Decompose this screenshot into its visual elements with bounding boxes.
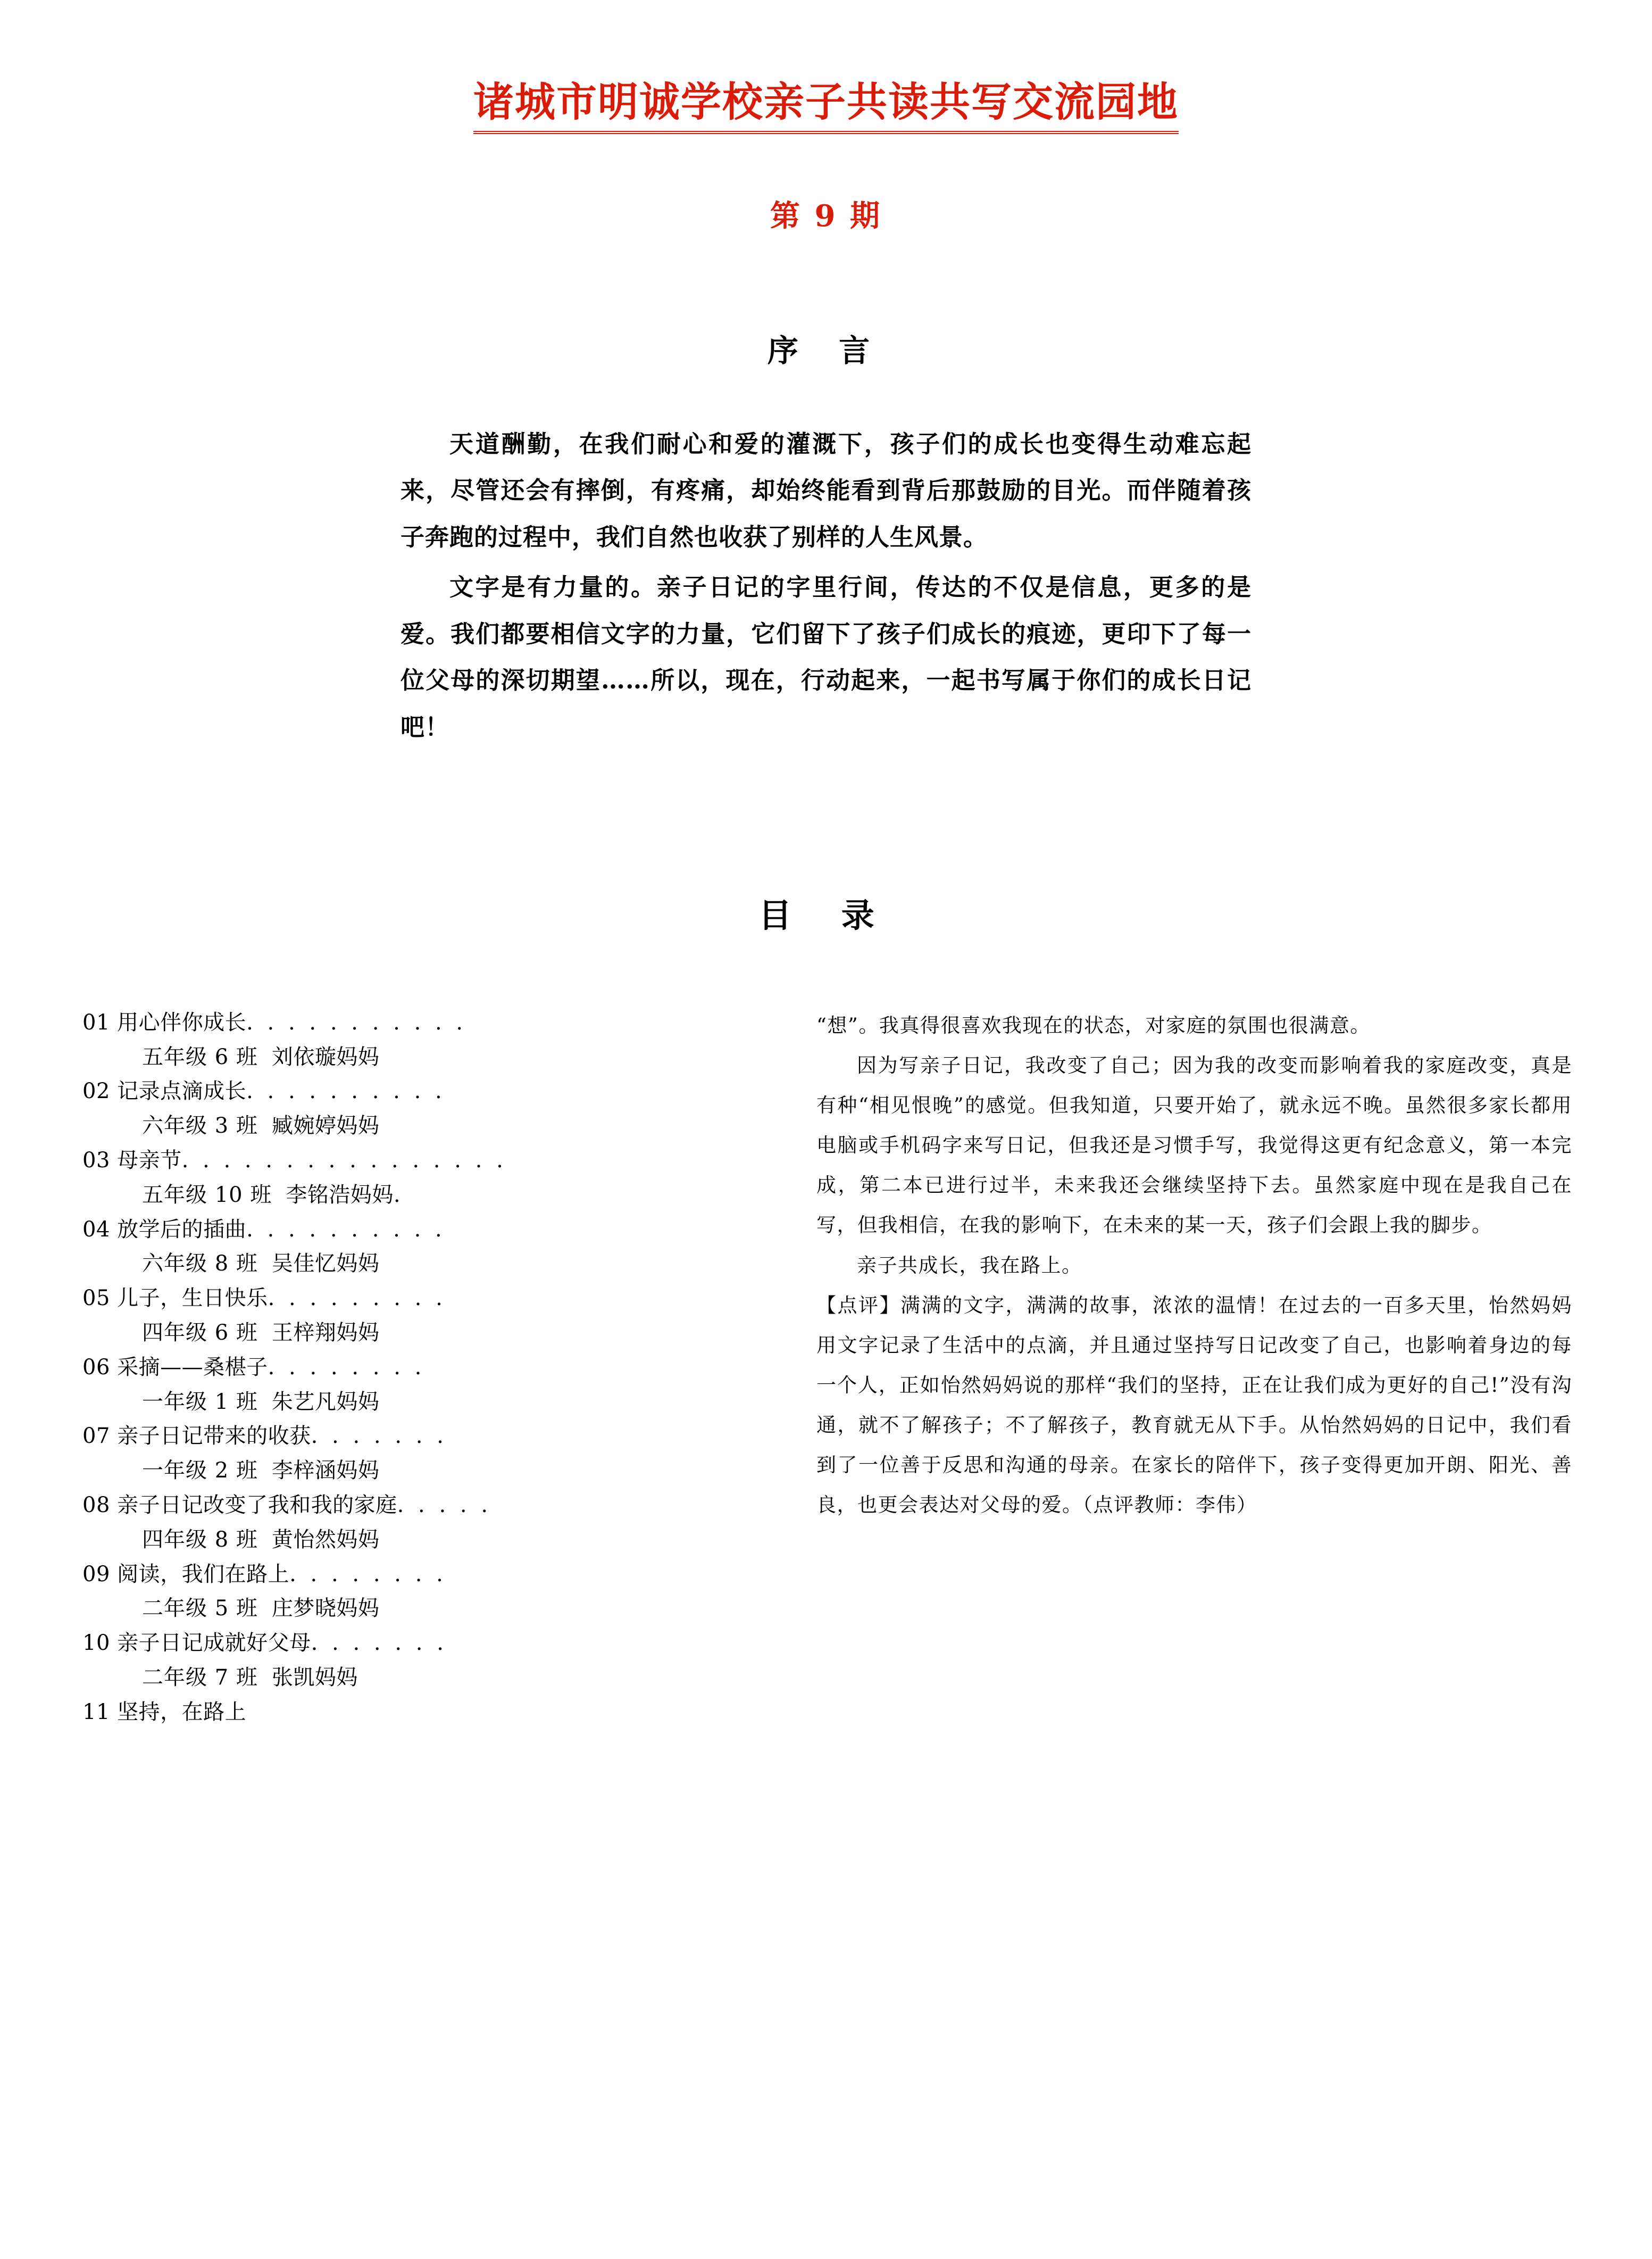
toc-grade: 六年级 3 班 — [142, 1114, 258, 1139]
toc-number: 08 — [82, 1493, 110, 1517]
toc-dots: . . . . . . . . . — [268, 1286, 446, 1311]
toc-grade: 五年级 6 班 — [142, 1044, 258, 1069]
toc-title-line — [82, 1074, 769, 1109]
toc-number: 04 — [82, 1217, 110, 1242]
toc-entry[interactable] — [82, 1488, 769, 1557]
toc-entry[interactable] — [82, 1626, 769, 1695]
masthead — [0, 80, 1652, 134]
toc-dots: . . . . . — [397, 1493, 492, 1517]
toc-entry[interactable] — [82, 1006, 769, 1075]
toc-title: 记录点滴成长 — [117, 1079, 247, 1104]
toc-grade: 一年级 1 班 — [142, 1389, 258, 1414]
article-comment: 【点评】满满的文字，满满的故事，浓浓的温情！在过去的一百多天里，怡然妈妈用文字记录了生活中的点滴，并且通过坚持写日记改变了自己，也影响着身边的每一个人，正如怡然妈妈说的那样“我们的坚持，正在让我们成为更好的自己!”没有沟通，就不了解孩子；不了解孩子，教育就无从下手。从怡然妈妈的日记中，我们看到了一位善于反思和沟通的母亲。在家长的陪伴下，孩子变得更加开朗、阳光、善良，也更会表达对父母的爱。（点评教师：李伟） — [816, 1293, 1572, 1517]
toc-dots: . . . . . . . . . . . — [246, 1010, 467, 1035]
toc-title-line — [82, 1419, 769, 1454]
toc-entry[interactable] — [82, 1350, 769, 1419]
toc-title: 坚持，在路上 — [117, 1699, 247, 1724]
article-body — [816, 1006, 1572, 1525]
toc-author-line — [82, 1523, 769, 1557]
toc-title-line — [82, 1281, 769, 1316]
toc-author-line — [82, 1178, 769, 1212]
toc-author-line — [82, 1660, 769, 1695]
toc-grade: 二年级 5 班 — [142, 1596, 258, 1621]
toc-title: 亲子日记带来的收获 — [117, 1424, 311, 1449]
toc-column — [82, 1006, 769, 1730]
toc-dots: . . . . . . . . — [289, 1562, 447, 1587]
toc-dots: . . . . . . . . . . — [246, 1079, 446, 1104]
toc-number: 05 — [82, 1286, 110, 1311]
toc-author: 黄怡然妈妈 — [271, 1527, 380, 1552]
toc-title-line — [82, 1626, 769, 1660]
toc-title: 亲子日记成就好父母 — [117, 1631, 311, 1656]
preface-body — [401, 421, 1251, 751]
toc-author: 臧婉婷妈妈 — [271, 1114, 380, 1139]
preface-paragraph: 天道酬勤，在我们耐心和爱的灌溉下，孩子们的成长也变得生动难忘起来，尽管还会有摔倒，有疼痛，却始终能看到背后那鼓励的目光。而伴随着孩子奔跑的过程中，我们自然也收获了别样的人生风景。 — [401, 429, 1251, 552]
toc-number: 06 — [82, 1355, 110, 1380]
toc-number: 09 — [82, 1562, 110, 1587]
toc-author-line — [82, 1316, 769, 1350]
content-columns — [0, 1006, 1652, 1730]
toc-dots: . . . . . . . . . . — [246, 1217, 446, 1242]
toc-entry[interactable] — [82, 1212, 769, 1282]
toc-author: 张凯妈妈 — [271, 1665, 358, 1690]
toc-grade: 五年级 10 班 — [142, 1182, 272, 1207]
toc-grade: 一年级 2 班 — [142, 1458, 258, 1483]
toc-title-line — [82, 1212, 769, 1247]
toc-number: 02 — [82, 1079, 110, 1104]
toc-author-line — [82, 1385, 769, 1419]
preface-paragraph: 文字是有力量的。亲子日记的字里行间，传达的不仅是信息，更多的是爱。我们都要相信文字的力量，它们留下了孩子们成长的痕迹，更印下了每一位父母的深切期望……所以，现在，行动起来，一起书写属于你们的成长日记吧！ — [401, 572, 1251, 742]
toc-title-line — [82, 1350, 769, 1385]
toc-title: 儿子，生日快乐 — [117, 1286, 268, 1311]
toc-grade: 二年级 7 班 — [142, 1665, 258, 1690]
document-page — [0, 80, 1652, 2259]
toc-dots: . . . . . . . — [311, 1424, 447, 1449]
toc-entry[interactable] — [82, 1281, 769, 1350]
toc-number: 10 — [82, 1631, 110, 1656]
toc-title: 采摘——桑椹子 — [117, 1355, 268, 1380]
toc-grade: 四年级 6 班 — [142, 1320, 258, 1346]
toc-entry[interactable] — [82, 1419, 769, 1488]
toc-number: 07 — [82, 1424, 110, 1449]
toc-author: 李铭浩妈妈. — [286, 1182, 401, 1207]
toc-title-line — [82, 1006, 769, 1040]
toc-author-line — [82, 1109, 769, 1143]
toc-number: 11 — [82, 1699, 110, 1724]
publication-title: 诸城市明诚学校亲子共读共写交流园地 — [473, 80, 1179, 134]
toc-author: 庄梦晓妈妈 — [271, 1596, 380, 1621]
toc-number: 03 — [82, 1148, 110, 1173]
toc-author: 吴佳忆妈妈 — [271, 1251, 380, 1276]
issue-number: 第 9 期 — [770, 198, 882, 234]
toc-title-line — [82, 1695, 769, 1730]
toc-grade: 六年级 8 班 — [142, 1251, 258, 1276]
toc-dots: . . . . . . . . — [268, 1355, 425, 1380]
toc-title: 阅读，我们在路上 — [117, 1562, 290, 1587]
toc-author-line — [82, 1591, 769, 1626]
toc-author-line — [82, 1247, 769, 1281]
toc-author: 王梓翔妈妈 — [271, 1320, 380, 1346]
toc-author: 李梓涵妈妈 — [271, 1458, 380, 1483]
article-column — [816, 1006, 1572, 1730]
toc-title-line — [82, 1143, 769, 1178]
toc-entry[interactable] — [82, 1557, 769, 1626]
toc-grade: 四年级 8 班 — [142, 1527, 258, 1552]
toc-entry[interactable] — [82, 1695, 769, 1730]
toc-number: 01 — [82, 1010, 110, 1035]
article-paragraph: 因为写亲子日记，我改变了自己；因为我的改变而影响着我的家庭改变，真是有种“相见恨晚”的感觉。但我知道，只要开始了，就永远不晚。虽然很多家长都用电脑或手机码字来写日记，但我还是习惯手写，我觉得这更有纪念意义，第一本完成，第二本已进行过半，未来我还会继续坚持下去。虽然家庭中现在是我自己在写，但我相信，在我的影响下，在未来的某一天，孩子们会跟上我的脚步。 — [816, 1053, 1572, 1237]
preface-heading: 序 言 — [767, 332, 885, 369]
toc-title: 用心伴你成长 — [117, 1010, 247, 1035]
article-paragraph: 亲子共成长，我在路上。 — [857, 1253, 1082, 1277]
toc-title-line — [82, 1488, 769, 1523]
toc-author-line — [82, 1040, 769, 1075]
toc-author-line — [82, 1454, 769, 1488]
toc-title-line — [82, 1557, 769, 1592]
toc-title: 母亲节 — [117, 1148, 182, 1173]
toc-heading: 目 录 — [758, 895, 894, 935]
toc-title: 亲子日记改变了我和我的家庭 — [117, 1493, 397, 1517]
article-paragraph: “想”。我真得很喜欢我现在的状态，对家庭的氛围也很满意。 — [816, 1014, 1371, 1037]
toc-author: 刘依璇妈妈 — [271, 1044, 380, 1069]
toc-dots: . . . . . . . . . . . . . . . . — [181, 1148, 507, 1173]
toc-entry[interactable] — [82, 1143, 769, 1212]
toc-entry[interactable] — [82, 1074, 769, 1143]
toc-dots: . . . . . . . — [311, 1631, 447, 1656]
toc-author: 朱艺凡妈妈 — [271, 1389, 380, 1414]
toc-title: 放学后的插曲 — [117, 1217, 247, 1242]
